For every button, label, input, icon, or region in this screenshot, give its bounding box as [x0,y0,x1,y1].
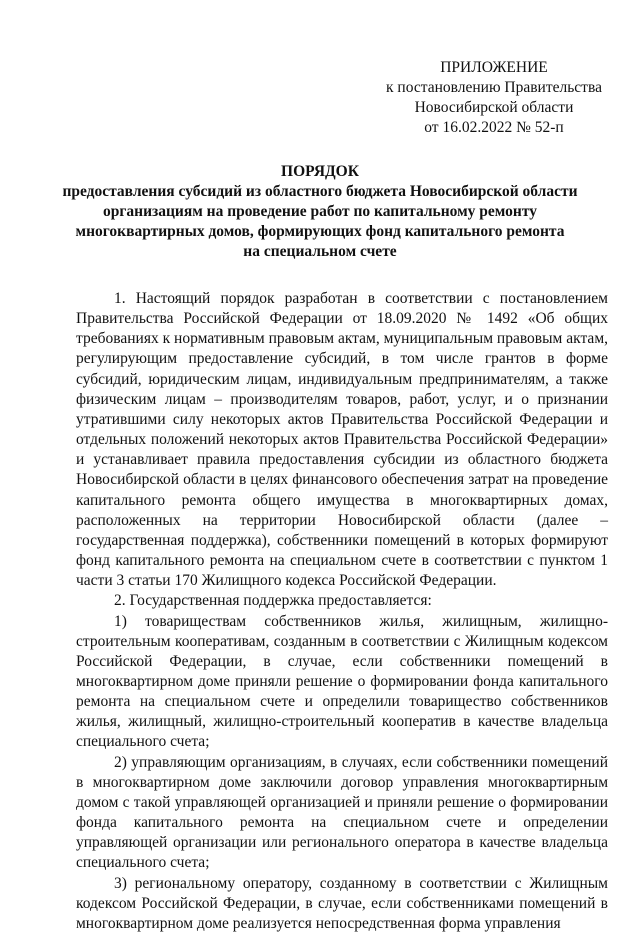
document-heading [60,162,580,262]
heading-line-1: предоставления субсидий из областного бюджета Новосибирской области [62,183,578,200]
paragraph-2-item-2: 2) управляющим организациям, в случаях, если собственники помещений в многоквартирном доме заключили договор управления многоквартирным домом с такой управляющей организацией и приняли решение о формировании фонда капитального ремонта на специальном счете и определении управляющей организации или регионального оператора в качестве владельца специального счета; [76,753,608,872]
appendix-header [380,58,608,138]
paragraph-2: 2. Государственная поддержка предоставляется: [114,592,432,610]
document-body [76,289,608,934]
heading-line-4: на специальном счете [243,243,397,260]
heading-line-2: организациям на проведение работ по капитальному ремонту [103,203,537,220]
appendix-date-number: от 16.02.2022 № 52-п [424,119,564,136]
paragraph-1: 1. Настоящий порядок разработан в соответствии с постановлением Правительства Российской Федерации от 18.09.2020 № 1492 «Об общих требованиях к нормативным правовым актам, муниципальным правовым актам, регулирующим предоставление субсидий, в том числе грантов в форме субсидий, юридическим лицам, индивидуальным предпринимателям, а также физическим лицам – производителям товаров, работ, услуг, и о признании утратившими силу некоторых актов Правительства Российской Федерации и отдельных положений некоторых актов Правительства Российской Федерации» и устанавливает правила предоставления субсидии из областного бюджета Новосибирской области в целях финансового обеспечения затрат на проведение капитального ремонта общего имущества в многоквартирных домах, расположенных на территории Новосибирской области (далее – государственная поддержка), собственники помещений в которых формируют фонд капитального ремонта на специальном счете в соответствии с пунктом 1 части 3 статьи 170 Жилищного кодекса Российской Федерации. [76,290,608,590]
paragraph-2-item-1: 1) товариществам собственников жилья, жилищным, жилищно-строительным кооперативам, созданным в соответствии с Жилищным кодексом Российской Федерации, в случае, если собственники помещений в многоквартирном доме приняли решение о формировании фонда капитального ремонта на специальном счете и определили товарищество собственников жилья, жилищный, жилищно-строительный кооператив в качестве владельца специального счета; [76,612,608,751]
appendix-line-2: Новосибирской области [414,99,574,116]
appendix-line-1: к постановлению Правительства [386,79,602,96]
heading-line-3: многоквартирных домов, формирующих фонд капитального ремонта [75,223,565,240]
document-title: ПОРЯДОК [281,163,359,180]
paragraph-2-item-3: 3) региональному оператору, созданному в соответствии с Жилищным кодексом Российской Федерации, в случае, если собственниками помещений в многоквартирном доме реализуется непосредственная форма управления [76,874,608,932]
appendix-title: ПРИЛОЖЕНИЕ [440,59,548,76]
